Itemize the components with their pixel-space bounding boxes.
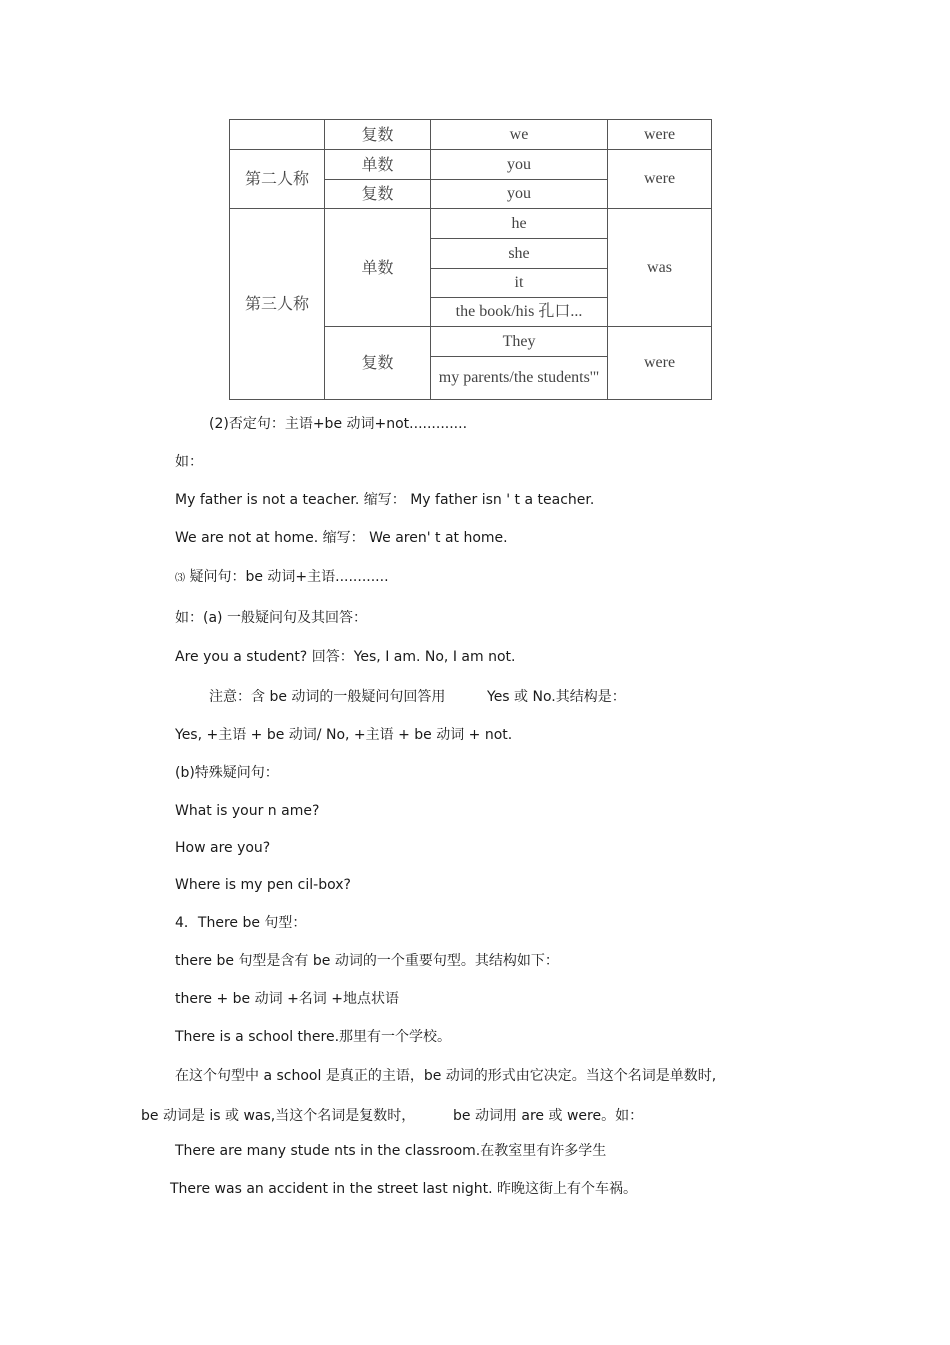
person-cell-first [230,120,325,150]
subject-cell: my parents/the students'" [431,357,608,400]
subject-cell: she [431,239,608,269]
there-be-final-example: There are many stude nts in the classroom.在教室里有许多学生 [175,1143,607,1159]
number-cell: 复数 [325,180,431,209]
special-question-heading: (b)特殊疑问句： [175,765,279,781]
person-cell-second: 第二人称 [230,150,325,209]
section-number: ⑶ [175,573,185,584]
question-heading [175,568,389,588]
subject-cell: we [431,120,608,150]
negative-example: My father is not a teacher. 缩写： My father isn ' t a teacher. [175,492,595,508]
there-be-example: There is a school there.那里有一个学校。 [175,1029,452,1045]
explanation-text: be 动词是 is 或 was,当这个名词是复数时， [141,1108,416,1124]
note-text: 注意：含 be 动词的一般疑问句回答用 [209,689,446,705]
there-be-heading: 4．There be 句型： [175,915,307,931]
subject-cell: you [431,180,608,209]
question-heading-text: 疑问句：be 动词+主语............ [185,569,389,585]
number-cell: 单数 [325,150,431,180]
example-label: 如： [175,454,203,470]
negative-sentence-heading: (2)否定句：主语+be 动词+not............. [209,416,468,432]
number-cell: 复数 [325,120,431,150]
number-cell: 单数 [325,209,431,327]
answer-structure: Yes, +主语 + be 动词/ No, +主语 + be 动词 + not. [175,727,513,743]
special-question-example: Where is my pen cil-box? [175,877,351,893]
verb-cell: were [608,120,712,150]
general-question-example: Are you a student? 回答：Yes, I am. No, I am not. [175,649,516,665]
special-question-example: How are you? [175,840,271,856]
subject-cell: They [431,327,608,357]
there-be-intro: there be 句型是含有 be 动词的一个重要句型。其结构如下： [175,953,559,969]
verb-cell: was [608,209,712,327]
verb-cell: were [608,150,712,209]
subject-cell: the book/his 孔口... [431,298,608,327]
explanation-text-continued: be 动词用 are 或 were。如： [453,1108,644,1124]
there-be-final-example: There was an accident in the street last night. 昨晚这街上有个车祸。 [170,1181,638,1197]
explanation-text: 在这个句型中 a school 是真正的主语，be 动词的形式由它决定。当这个名词是单数时, [175,1068,717,1084]
note-text-continued: Yes 或 No.其结构是： [487,689,626,705]
number-cell: 复数 [325,327,431,400]
there-be-structure: there + be 动词 +名词 +地点状语 [175,991,399,1007]
verb-cell: were [608,327,712,400]
negative-example: We are not at home. 缩写： We aren' t at home. [175,530,508,546]
subject-cell: you [431,150,608,180]
be-verb-conjugation-table [229,119,712,400]
person-cell-third: 第三人称 [230,209,325,400]
subject-cell: he [431,209,608,239]
general-question-heading: 如：(a) 一般疑问句及其回答： [175,610,367,626]
subject-cell: it [431,269,608,298]
special-question-example: What is your n ame? [175,803,320,819]
